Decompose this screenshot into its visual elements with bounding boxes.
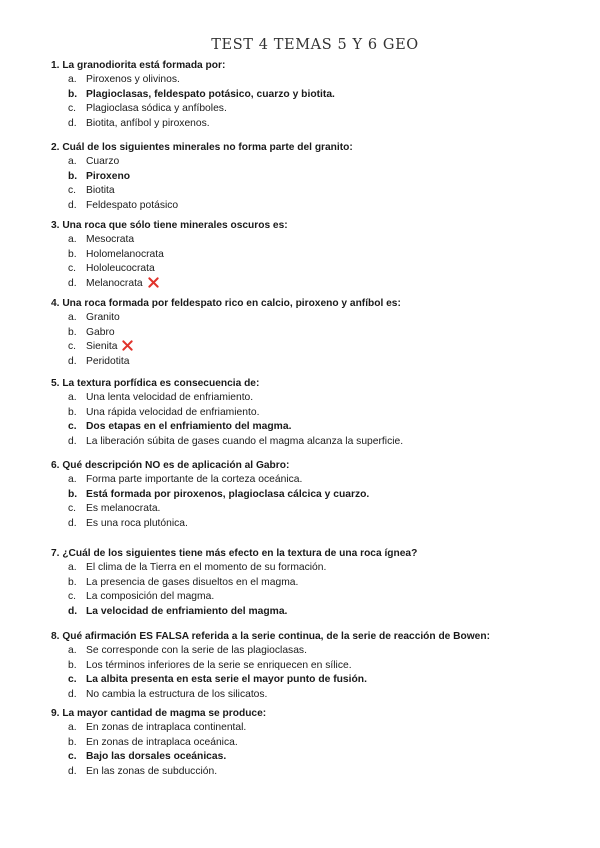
option-b-correct[interactable]: b. Está formada por piroxenos, plagioclasa cálcica y cuarzo. (68, 488, 370, 500)
question-9 (51, 706, 571, 779)
question-6 (51, 458, 571, 531)
option-d[interactable]: d. Feldespato potásico (68, 199, 179, 211)
option-c[interactable]: c. Biotita (68, 185, 115, 197)
question-text: 3. Una roca que sólo tiene minerales oscuros es: (51, 220, 288, 231)
question-8 (51, 629, 571, 702)
option-d[interactable]: d. La liberación súbita de gases cuando el magma alcanza la superficie. (68, 435, 404, 447)
question-2 (51, 140, 571, 213)
question-4 (51, 296, 571, 369)
option-c[interactable]: c. Es melanocrata. (68, 503, 161, 515)
option-c-correct[interactable]: c. Dos etapas en el enfriamiento del magma. (68, 421, 292, 433)
option-d[interactable]: d. Es una roca plutónica. (68, 517, 188, 529)
option-c-correct[interactable]: c. La albita presenta en esta serie el mayor punto de fusión. (68, 674, 367, 686)
question-text: 8. Qué afirmación ES FALSA referida a la serie continua, de la serie de reacción de Bowen: (51, 631, 490, 642)
option-b[interactable]: b. Los términos inferiores de la serie se enriquecen en sílice. (68, 659, 352, 671)
option-b[interactable]: b. En zonas de intraplaca oceánica. (68, 736, 238, 748)
option-a[interactable]: a. Mesocrata (68, 234, 135, 245)
question-1 (51, 58, 571, 131)
option-b[interactable]: b. Gabro (68, 326, 115, 338)
option-b-correct[interactable]: b. Plagioclasas, feldespato potásico, cuarzo y biotita. (68, 88, 335, 100)
question-text: 4. Una roca formada por feldespato rico en calcio, piroxeno y anfíbol es: (51, 298, 401, 309)
option-a[interactable]: a. Se corresponde con la serie de las plagioclasas. (68, 645, 307, 656)
option-d-wrong[interactable]: d. Melanocrata (51, 277, 571, 292)
question-5 (51, 376, 571, 449)
question-text: 2. Cuál de los siguientes minerales no forma parte del granito: (51, 142, 353, 153)
question-text: 9. La mayor cantidad de magma se produce: (51, 708, 267, 719)
option-a[interactable]: a. Una lenta velocidad de enfriamiento. (68, 392, 254, 403)
question-3 (51, 218, 571, 291)
option-c-correct[interactable]: c. Bajo las dorsales oceánicas. (68, 751, 227, 763)
wrong-x-icon (148, 277, 159, 288)
option-c[interactable]: c. Plagioclasa sódica y anfíboles. (68, 103, 227, 115)
option-d[interactable]: d. Biotita, anfíbol y piroxenos. (68, 117, 210, 129)
option-a[interactable]: a. En zonas de intraplaca continental. (68, 722, 247, 733)
option-a[interactable]: a. Cuarzo (68, 156, 120, 167)
option-c[interactable]: c. Hololeucocrata (68, 263, 155, 275)
option-a[interactable]: a. Piroxenos y olivinos. (68, 74, 180, 85)
question-7 (51, 546, 571, 619)
option-b-correct[interactable]: b. Piroxeno (68, 170, 131, 182)
option-a[interactable]: a. El clima de la Tierra en el momento de su formación. (68, 562, 327, 573)
question-text: 5. La textura porfídica es consecuencia de: (51, 378, 260, 389)
option-c-wrong[interactable]: c. Sienita (51, 340, 571, 355)
option-a[interactable]: a. Forma parte importante de la corteza oceánica. (68, 474, 303, 485)
option-d[interactable]: d. Peridotita (68, 355, 130, 367)
wrong-x-icon (122, 340, 133, 351)
option-a[interactable]: a. Granito (68, 312, 120, 323)
option-d[interactable]: d. En las zonas de subducción. (68, 765, 218, 777)
question-text: 7. ¿Cuál de los siguientes tiene más efecto en la textura de una roca ígnea? (51, 548, 418, 559)
option-b[interactable]: b. Una rápida velocidad de enfriamiento. (68, 406, 260, 418)
option-d[interactable]: d. No cambia la estructura de los silicatos. (68, 688, 268, 700)
question-text: 1. La granodiorita está formada por: (51, 60, 226, 71)
question-text: 6. Qué descripción NO es de aplicación al Gabro: (51, 460, 290, 471)
page-title: TEST 4 TEMAS 5 Y 6 GEO (211, 37, 419, 53)
option-d-correct[interactable]: d. La velocidad de enfriamiento del magma. (68, 605, 288, 617)
option-c[interactable]: c. La composición del magma. (68, 591, 215, 603)
option-b[interactable]: b. La presencia de gases disueltos en el magma. (68, 576, 299, 588)
option-b[interactable]: b. Holomelanocrata (68, 248, 164, 260)
